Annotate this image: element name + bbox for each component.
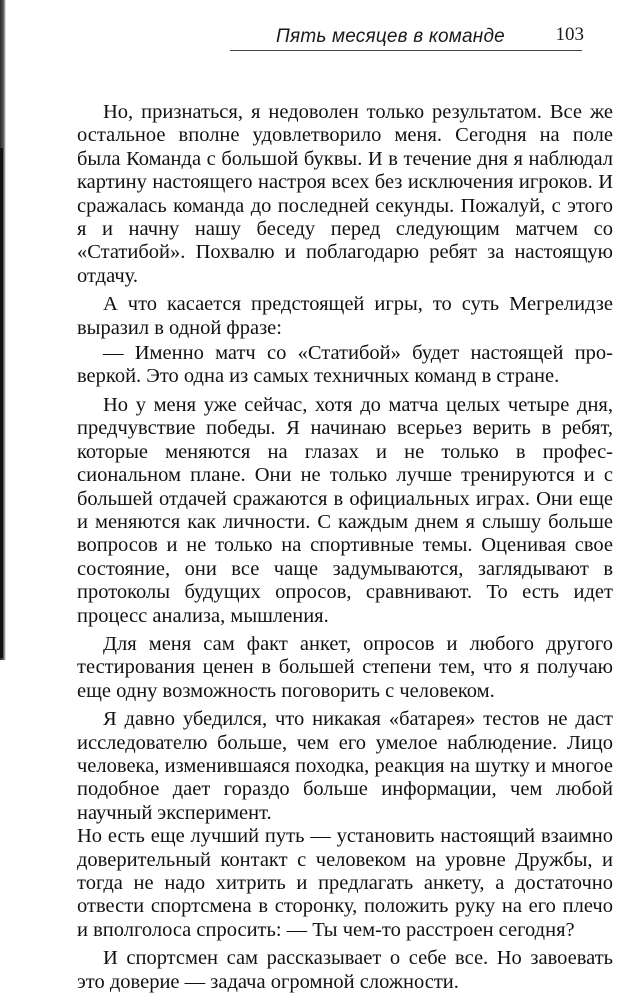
paragraph-1: Но, признаться, я недоволен только результатом. Все же остальное вполне удовлетворило меня. Сегодня на поле была Команда с большой буквы. И в течение дня я наблюдал картину настоящего настроя всех без исключения игроков. И сражалась команда до последней секунды. Пожалуй, с этого я и начну нашу беседу перед следующим матчем со «Статибой». Похвалю и поблагодарю ребят за настоящую отдачу.	[77, 101, 613, 287]
page-number: 103	[555, 24, 584, 45]
paragraph-7: Но есть еще лучший путь — установить настоящий взаимно доверительный контакт с человеком на уровне Дружбы, и тогда не надо хитрить и предлагать анкету, а достаточно отвести спортсмена в сторонку, положить руку на его плечо и вполголоса спросить: — Ты чем-то расстроен сегодня?	[77, 825, 613, 941]
paragraph-2: А что касается предстоящей игры, то суть Мегрелидзе выразил в одной фразе:	[77, 293, 613, 339]
paragraph-6: Я давно убедился, что никакая «батарея» тестов не даст исследователю больше, чем его умелое наблюдение. Лицо человека, изменившаяся походка, реакция на шутку и многое подобное дает гораздо больше информации, чем любой научный эксперимент.	[77, 708, 613, 824]
running-head	[230, 22, 600, 52]
paragraph-3: — Именно матч со «Статибой» будет настоящей проверкой. Это одна из самых техничных команд в стране.	[77, 342, 613, 388]
running-title: Пять месяцев в команде	[276, 26, 505, 47]
header-rule	[230, 50, 582, 51]
page-body	[77, 101, 613, 994]
paragraph-8: И спортсмен сам рассказывает о себе все. Но завоевать это доверие — задача огромной сложности.	[77, 947, 613, 993]
paragraph-4: Но у меня уже сейчас, хотя до матча целых четыре дня, предчувствие победы. Я начинаю всерьез верить в ребят, которые меняются на глазах и не только в профессиональном плане. Они не только лучше тренируются и с большей отдачей сражаются в официальных играх. Они еще и меняются как личности. С каждым днем я слышу больше вопросов и не только на спортивные темы. Оценивая свое состояние, они все чаще задумываются, заглядывают в протоколы будущих опросов, сравнивают. То есть идет процесс анализа, мышления.	[77, 393, 613, 627]
binding-edge-line	[0, 148, 3, 658]
paragraph-5: Для меня сам факт анкет, опросов и любого другого тестирования ценен в большей степени тем, что я получаю еще одну возможность поговорить с человеком.	[77, 632, 613, 702]
